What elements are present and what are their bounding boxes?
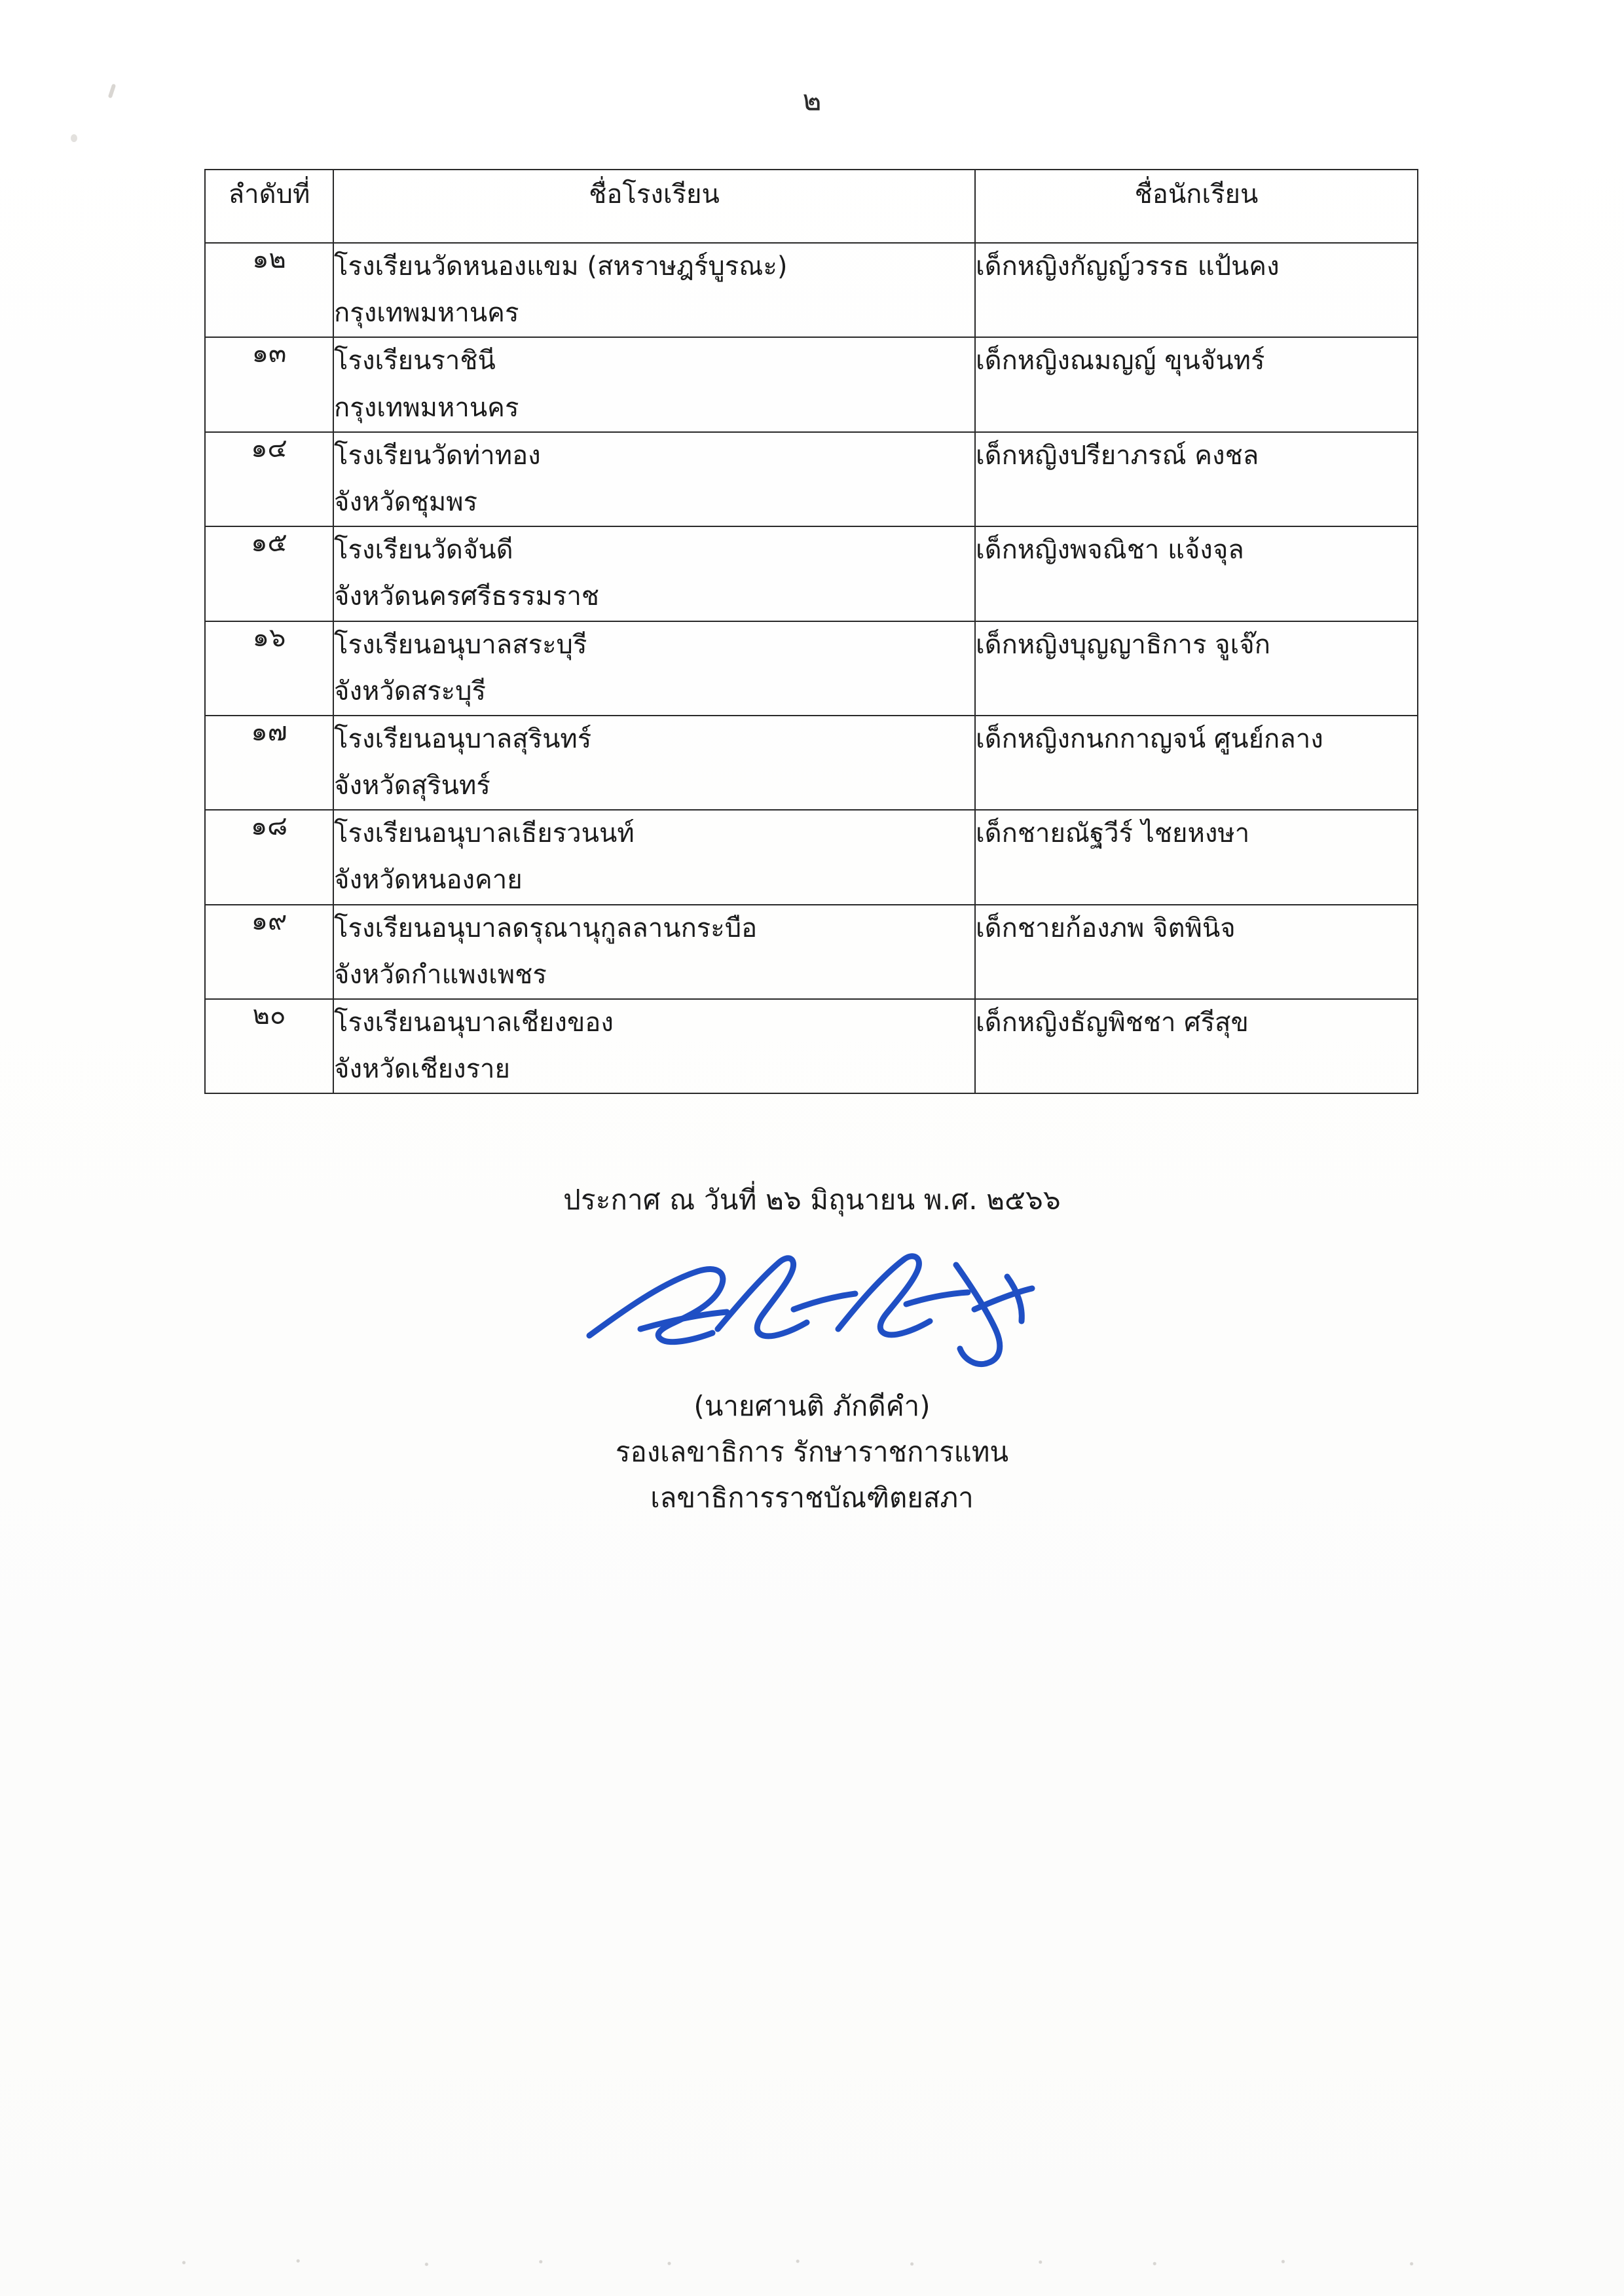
school-province: จังหวัดสุรินทร์: [334, 771, 490, 801]
row-index-cell: ๑๔: [205, 432, 333, 526]
signer-role-line-1: รองเลขาธิการ รักษาราชการแทน: [615, 1436, 1009, 1468]
row-school-cell: [333, 337, 975, 431]
school-name: โรงเรียนราชินี: [334, 346, 496, 376]
scan-artifact-dot: [71, 134, 77, 142]
row-student-cell: เด็กชายก้องภพ จิตพินิจ: [975, 905, 1418, 999]
row-school-cell: [333, 243, 975, 337]
row-index-cell: ๑๒: [205, 243, 333, 337]
row-index-cell: ๑๓: [205, 337, 333, 431]
column-header-school: ชื่อโรงเรียน: [333, 170, 975, 243]
table-row: [205, 432, 1418, 526]
row-student-cell: เด็กหญิงธัญพิชชา ศรีสุข: [975, 999, 1418, 1093]
row-index-cell: ๑๘: [205, 810, 333, 904]
school-name: โรงเรียนวัดหนองแขม (สหราษฎร์บูรณะ): [334, 251, 788, 282]
announcement-date-line: ประกาศ ณ วันที่ ๒๖ มิถุนายน พ.ศ. ๒๕๖๖: [563, 1184, 1061, 1216]
table-row: [205, 810, 1418, 904]
school-name: โรงเรียนอนุบาลเธียรวนนท์: [334, 818, 635, 849]
school-name: โรงเรียนอนุบาลเชียงของ: [334, 1008, 614, 1038]
school-province: กรุงเทพมหานคร: [334, 298, 519, 329]
row-student-cell: เด็กชายณัฐวีร์ ไชยหงษา: [975, 810, 1418, 904]
school-province: จังหวัดเชียงราย: [334, 1054, 510, 1085]
school-name: โรงเรียนอนุบาลสุรินทร์: [334, 723, 592, 754]
table-row: [205, 999, 1418, 1093]
row-school-cell: [333, 716, 975, 810]
row-school-cell: [333, 432, 975, 526]
row-school-cell: [333, 905, 975, 999]
school-province: จังหวัดหนองคาย: [334, 865, 523, 896]
row-student-cell: เด็กหญิงพจณิชา แจ้งจุล: [975, 526, 1418, 621]
row-school-cell: [333, 621, 975, 716]
row-index-cell: ๑๙: [205, 905, 333, 999]
row-school-cell: [333, 526, 975, 621]
table-row: [205, 716, 1418, 810]
school-province: จังหวัดกำแพงเพชร: [334, 959, 547, 990]
row-school-cell: [333, 810, 975, 904]
school-name: โรงเรียนอนุบาลสระบุรี: [334, 629, 587, 660]
row-student-cell: เด็กหญิงณมญญ์ ขุนจันทร์: [975, 337, 1418, 431]
row-school-cell: [333, 999, 975, 1093]
school-province: จังหวัดสระบุรี: [334, 676, 487, 706]
row-index-cell: ๑๖: [205, 621, 333, 716]
signer-role-line-2: เลขาธิการราชบัณฑิตยสภา: [650, 1482, 974, 1514]
table-row: [205, 526, 1418, 621]
column-header-index: ลำดับที่: [205, 170, 333, 243]
row-index-cell: ๑๗: [205, 716, 333, 810]
school-name: โรงเรียนวัดท่าทอง: [334, 440, 541, 471]
row-index-cell: ๑๕: [205, 526, 333, 621]
school-province: จังหวัดชุมพร: [334, 486, 478, 517]
table-header: [205, 170, 1418, 243]
signer-name: (นายศานติ ภักดีคำ): [693, 1390, 931, 1422]
table-body: [205, 243, 1418, 1093]
table-row: [205, 621, 1418, 716]
row-index-cell: ๒๐: [205, 999, 333, 1093]
roster-table: [204, 169, 1418, 1094]
scan-edge-artifact: [98, 2254, 1526, 2271]
roster-table-container: [204, 169, 1417, 1094]
table-row: [205, 905, 1418, 999]
school-name: โรงเรียนอนุบาลดรุณานุกูลลานกระบือ: [334, 913, 758, 943]
column-header-student: ชื่อนักเรียน: [975, 170, 1418, 243]
school-province: กรุงเทพมหานคร: [334, 392, 519, 423]
school-name: โรงเรียนวัดจันดี: [334, 535, 513, 566]
handwritten-signature-icon: [563, 1231, 1061, 1381]
row-student-cell: เด็กหญิงกัญญ์วรรธ แป้นคง: [975, 243, 1418, 337]
row-student-cell: เด็กหญิงกนกกาญจน์ ศูนย์กลาง: [975, 716, 1418, 810]
school-province: จังหวัดนครศรีธรรมราช: [334, 581, 600, 612]
table-row: [205, 243, 1418, 337]
row-student-cell: เด็กหญิงบุญญาธิการ จูเจ๊ก: [975, 621, 1418, 716]
row-student-cell: เด็กหญิงปรียาภรณ์ คงชล: [975, 432, 1418, 526]
table-row: [205, 337, 1418, 431]
signature-area: [0, 1231, 1624, 1388]
table-header-row: [205, 170, 1418, 243]
page-number: ๒: [802, 84, 822, 117]
